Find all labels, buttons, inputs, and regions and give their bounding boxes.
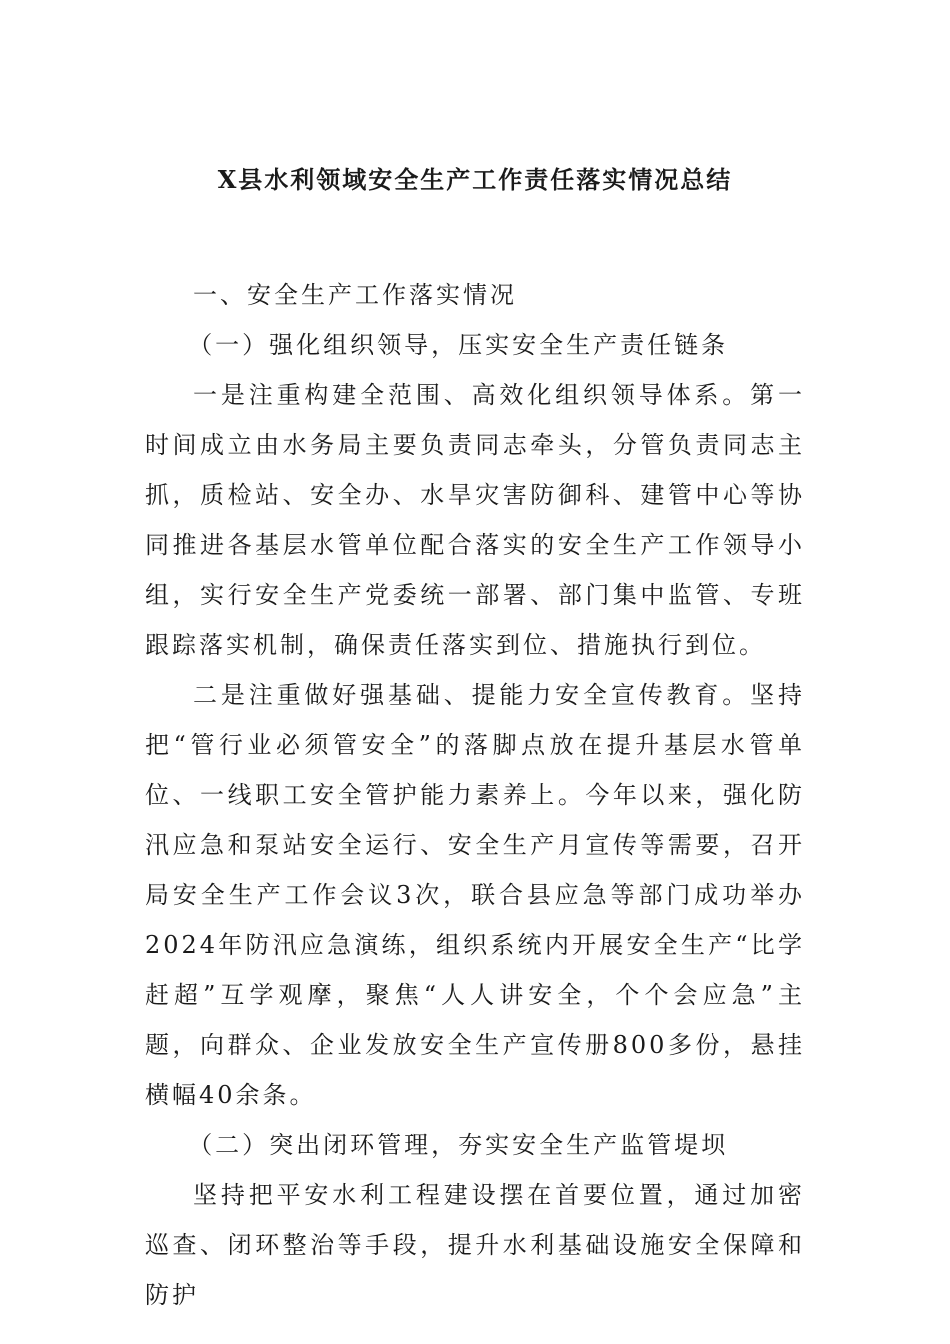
subsection-heading: （一）强化组织领导，压实安全生产责任链条 [188,331,729,359]
section-heading: 一、安全生产工作落实情况 [193,281,517,309]
body-paragraph: 一是注重构建全范围、高效化组织领导体系。第一时间成立由水务局主要负责同志牵头，分管负责同志主抓，质检站、安全办、水旱灾害防御科、建管中心等协同推进各基层水管单位配合落实的安全生产工作领导小组，实行安全生产党委统一部署、部门集中监管、专班跟踪落实机制，确保责任落实到位、措施执行到位。 [145,381,805,659]
subsection-heading: （二）突出闭环管理，夯实安全生产监管堤坝 [188,1131,729,1159]
document-body [145,270,805,1320]
body-paragraph: 坚持把平安水利工程建设摆在首要位置，通过加密巡查、闭环整治等手段，提升水利基础设施安全保障和防护 [145,1181,805,1309]
body-paragraph: 二是注重做好强基础、提能力安全宣传教育。坚持把“管行业必须管安全”的落脚点放在提升基层水管单位、一线职工安全管护能力素养上。今年以来，强化防汛应急和泵站安全运行、安全生产月宣传等需要，召开局安全生产工作会议3次，联合县应急等部门成功举办2024年防汛应急演练，组织系统内开展安全生产“比学赶超”互学观摩，聚焦“人人讲安全，个个会应急”主题，向群众、企业发放安全生产宣传册800多份，悬挂横幅40余条。 [145,681,805,1109]
document-title: X县水利领域安全生产工作责任落实情况总结 [217,165,733,194]
